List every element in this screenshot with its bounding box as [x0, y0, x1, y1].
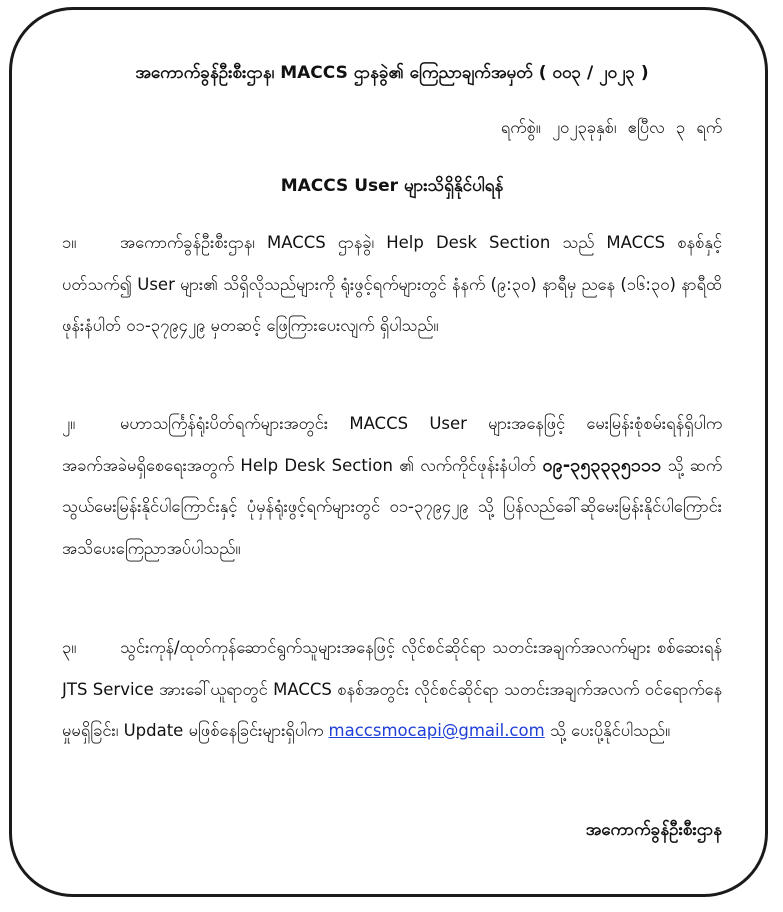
paragraph-text: မဟာသင်္ကြန်ရုံးပိတ်ရက်များအတွင်း MACCS User များအနေဖြင့် မေးမြန်းစုံစမ်းရန်ရှိပါက အခက်အခဲမရှိစေရေးအတွက် Help Desk Section ၏ လက်ကိုင်ဖုန်းနံပါတ်	[62, 414, 722, 475]
paragraph-3	[62, 627, 722, 752]
paragraph-number: ၂။	[62, 414, 76, 433]
email-link[interactable]: maccsmocapi@gmail.com	[328, 721, 545, 740]
paragraph-1	[62, 222, 722, 347]
notice-subject: MACCS User များသိရှိနိုင်ပါရန်	[280, 176, 504, 196]
paragraph-2	[62, 403, 722, 569]
paragraph-text: သွင်းကုန်/ထုတ်ကုန်ဆောင်ရွက်သူများအနေဖြင့် လိုင်စင်ဆိုင်ရာ သတင်းအချက်အလက်များ စစ်ဆေးရန် JTS Service အားခေါ်ယူရာတွင် MACCS စနစ်အတွင်း လိုင်စင်ဆိုင်ရာ သတင်းအချက်အလက် ဝင်ရောက်နေမှုမရှိခြင်း၊ Update မဖြစ်နေခြင်းများရှိပါက	[62, 638, 722, 740]
paragraph-text: အကောက်ခွန်ဦးစီးဌာန၊ MACCS ဌာနခွဲ၊ Help Desk Section သည် MACCS စနစ်နှင့်ပတ်သက်၍ User များ၏ သိရှိလိုသည်များကို ရုံးဖွင့်ရက်များတွင် နံနက် (၉:၃၀) နာရီမှ ညနေ (၁၆:၃၀) နာရီထိ ဖုန်းနံပါတ် ၀၁-၃၇၉၄၂၉ မှတဆင့် ဖြေကြားပေးလျက် ရှိပါသည်။	[62, 233, 722, 335]
hotline-phone-number: ၀၉-၃၅၃၃၃၅၁၁၁	[542, 454, 662, 476]
paragraph-number: ၃။	[62, 638, 77, 657]
notice-date: ရက်စွဲ။ ၂၀၂၃ခုနှစ်၊ ဧပြီလ ၃ ရက်	[500, 118, 722, 137]
notice-title: အကောက်ခွန်ဦးစီးဌာန၊ MACCS ဌာနခွဲ၏ ကြေညာချက်အမှတ် ( ၀၀၃ / ၂၀၂၃ )	[135, 63, 649, 83]
paragraph-text-continued: သို့ ပေးပို့နိုင်ပါသည်။	[549, 721, 670, 740]
paragraph-text-continued: သို့ ဆက်သွယ်မေးမြန်းနိုင်ပါကြောင်းနှင့် ပုံမှန်ရုံးဖွင့်ရက်များတွင် ၀၁-၃၇၉၄၂၉ သို့ ပြန်လည်ခေါ်ဆိုမေးမြန်းနိုင်ပါကြောင်း အသိပေးကြေညာအပ်ပါသည်။	[62, 455, 723, 558]
notice-content	[62, 0, 722, 912]
paragraph-number: ၁။	[62, 233, 77, 252]
signature: အကောက်ခွန်ဦးစီးဌာန	[585, 820, 722, 840]
